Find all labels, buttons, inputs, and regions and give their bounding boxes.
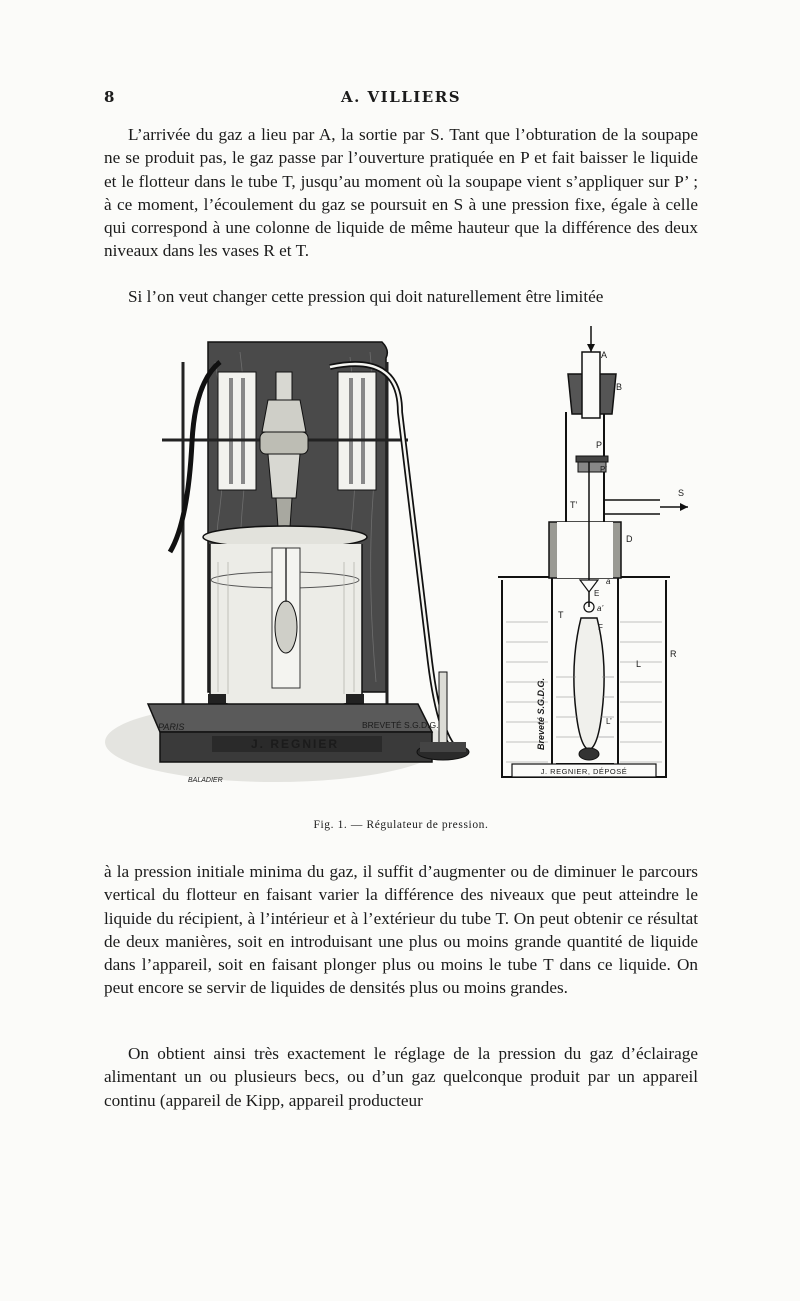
label-L-prime: L’ <box>606 717 612 726</box>
label-T: T <box>558 610 564 620</box>
page-number: 8 <box>104 88 115 106</box>
label-a-prime: a’ <box>597 604 604 613</box>
label-S: S <box>678 488 685 498</box>
engraving-paris-label: PARIS <box>158 722 185 732</box>
engraving-brevet-label: BREVETÉ S.G.D.G. <box>362 720 439 730</box>
body-paragraph: On obtient ainsi très exactement le réglage de la pression du gaz d’éclairage alimentant un ou plusieurs becs, ou d’un gaz quelconque produit par un appareil continu (appareil de Kipp, appareil producteur <box>104 1044 698 1110</box>
engraving-maker-label: J. REGNIER <box>250 737 340 751</box>
body-paragraph: L’arrivée du gaz a lieu par A, la sortie par S. Tant que l’obturation de la soupape ne se produit pas, le gaz passe par l’ouverture pratiquée en P et fait baisser le liquide et le flotteur dans le tube T, jusqu’au moment où la soupape vient s’appliquer sur P’ ; à ce moment, l’écoulement du gaz se poursuit en S à une pression fixe, égale à celle qui correspond à une colonne de liquide de même hauteur que la différence des deux niveaux dans les vases R et T. <box>104 125 698 261</box>
label-P: P <box>596 440 603 450</box>
page-header <box>104 88 698 112</box>
label-R: R <box>670 649 677 659</box>
running-head: A. VILLIERS <box>340 88 462 106</box>
label-B: B <box>616 382 623 392</box>
label-T-prime: T’ <box>570 500 578 510</box>
apparatus-engraving <box>105 342 469 784</box>
figure-1 <box>100 322 700 810</box>
engraver-signature: BALADIER <box>188 777 223 784</box>
diagram-vertical-stamp: Breveté S.G.D.G. <box>536 677 546 750</box>
label-P-prime: P’ <box>600 465 608 474</box>
label-A: A <box>601 350 608 360</box>
label-F: F <box>598 623 603 632</box>
figure-illustration <box>100 322 700 810</box>
schematic-diagram <box>498 326 688 777</box>
label-L: L <box>636 659 642 669</box>
body-paragraph: à la pression initiale minima du gaz, il suffit d’augmenter ou de diminuer le parcours vertical du flotteur en faisant varier la différence des niveaux que peut atteindre le liquide du récipient, à l’intérieur et à l’extérieur du tube T. On peut obtenir ce résultat de deux manières, soit en introduisant une plus ou moins grande quantité de liquide dans l’appareil, soit en faisant plonger plus ou moins le tube T dans ce liquide. On peut encore se servir de liquides de densités plus ou moins grandes. <box>104 862 698 998</box>
label-a: a <box>606 577 611 586</box>
body-paragraph: Si l’on veut changer cette pression qui doit naturellement être limitée <box>128 287 604 306</box>
figure-caption: Fig. 1. — Régulateur de pression. <box>313 819 489 831</box>
diagram-maker-plate: J. REGNIER, DÉPOSÉ <box>540 767 628 776</box>
label-E: E <box>594 589 600 598</box>
label-D: D <box>626 534 633 544</box>
